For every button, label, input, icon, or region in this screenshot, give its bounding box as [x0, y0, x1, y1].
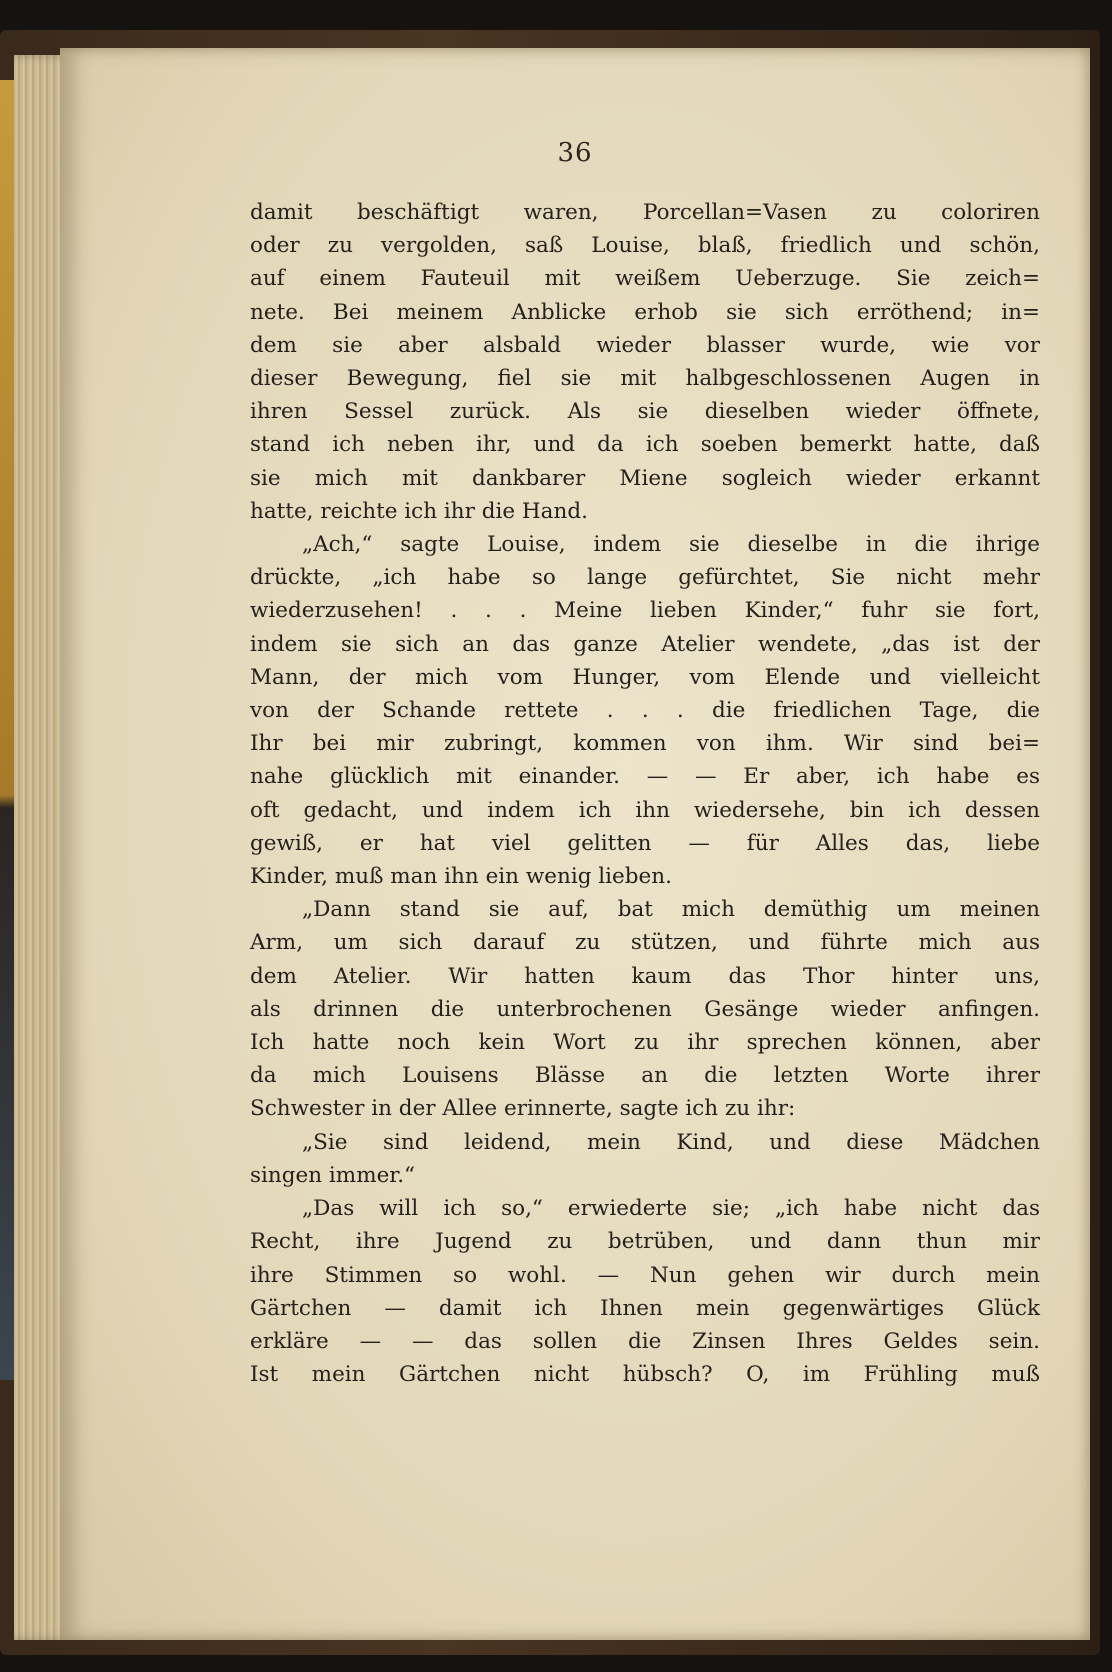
text-line: Schwester in der Allee erinnerte, sagte ich zu ihr:: [250, 1096, 796, 1122]
text-line: „Ach,“ sagte Louise, indem sie dieselbe in die ihrige: [302, 532, 1040, 558]
text-line: damit beschäftigt waren, Porcellan=Vasen zu coloriren: [250, 200, 1040, 225]
text-line: oder zu vergolden, saß Louise, blaß, friedlich und schön,: [250, 233, 1040, 259]
page-number: 36: [557, 138, 593, 168]
text-line: singen immer.“: [250, 1162, 416, 1188]
text-line: auf einem Fauteuil mit weißem Ueberzuge. Sie zeich=: [250, 266, 1040, 292]
text-line: Recht, ihre Jugend zu betrüben, und dann thun mir: [250, 1229, 1040, 1255]
text-line: hatte, reichte ich ihr die Hand.: [250, 498, 588, 524]
text-line: als drinnen die unterbrochenen Gesänge wieder anfingen.: [250, 996, 1040, 1022]
text-line: stand ich neben ihr, und da ich soeben bemerkt hatte, daß: [250, 432, 1040, 458]
text-line: da mich Louisens Blässe an die letzten Worte ihrer: [250, 1063, 1040, 1089]
text-line: gewiß, er hat viel gelitten — für Alles das, liebe: [250, 830, 1040, 856]
text-line: Kinder, muß man ihn ein wenig lieben.: [250, 864, 672, 890]
text-line: erkläre — — das sollen die Zinsen Ihres Geldes sein.: [250, 1328, 1040, 1354]
text-line: drückte, „ich habe so lange gefürchtet, Sie nicht mehr: [250, 565, 1040, 591]
text-line: dem Atelier. Wir hatten kaum das Thor hinter uns,: [250, 963, 1040, 989]
text-line: oft gedacht, und indem ich ihn wiedersehe, bin ich dessen: [250, 797, 1040, 823]
text-line: Arm, um sich darauf zu stützen, und führte mich aus: [250, 930, 1040, 956]
text-line: dem sie aber alsbald wieder blasser wurde, wie vor: [250, 332, 1040, 358]
text-line: wiederzusehen! . . . Meine lieben Kinder,“ fuhr sie fort,: [250, 598, 1040, 624]
text-line: indem sie sich an das ganze Atelier wendete, „das ist der: [250, 631, 1040, 657]
text-line: Mann, der mich vom Hunger, vom Elende und vielleicht: [250, 664, 1040, 690]
text-line: ihren Sessel zurück. Als sie dieselben wieder öffnete,: [250, 399, 1040, 425]
text-line: „Sie sind leidend, mein Kind, und diese Mädchen: [302, 1129, 1040, 1155]
text-line: Ich hatte noch kein Wort zu ihr sprechen können, aber: [250, 1030, 1040, 1056]
text-line: Ist mein Gärtchen nicht hübsch? O, im Frühling muß: [250, 1362, 1040, 1388]
text-line: Gärtchen — damit ich Ihnen mein gegenwärtiges Glück: [250, 1295, 1040, 1321]
text-line: ihre Stimmen so wohl. — Nun gehen wir durch mein: [250, 1262, 1040, 1288]
text-line: „Dann stand sie auf, bat mich demüthig um meinen: [302, 897, 1040, 923]
book-page: [60, 48, 1090, 1640]
body-text: [250, 196, 1040, 1391]
text-line: nahe glücklich mit einander. — — Er aber, ich habe es: [250, 764, 1040, 790]
text-line: nete. Bei meinem Anblicke erhob sie sich erröthend; in=: [250, 299, 1040, 325]
text-line: sie mich mit dankbarer Miene sogleich wieder erkannt: [250, 465, 1040, 491]
text-line: „Das will ich so,“ erwiederte sie; „ich habe nicht das: [302, 1196, 1040, 1222]
text-line: Ihr bei mir zubringt, kommen von ihm. Wir sind bei=: [250, 731, 1040, 757]
text-line: dieser Bewegung, fiel sie mit halbgeschlossenen Augen in: [250, 366, 1040, 392]
text-line: von der Schande rettete . . . die friedlichen Tage, die: [250, 698, 1040, 724]
